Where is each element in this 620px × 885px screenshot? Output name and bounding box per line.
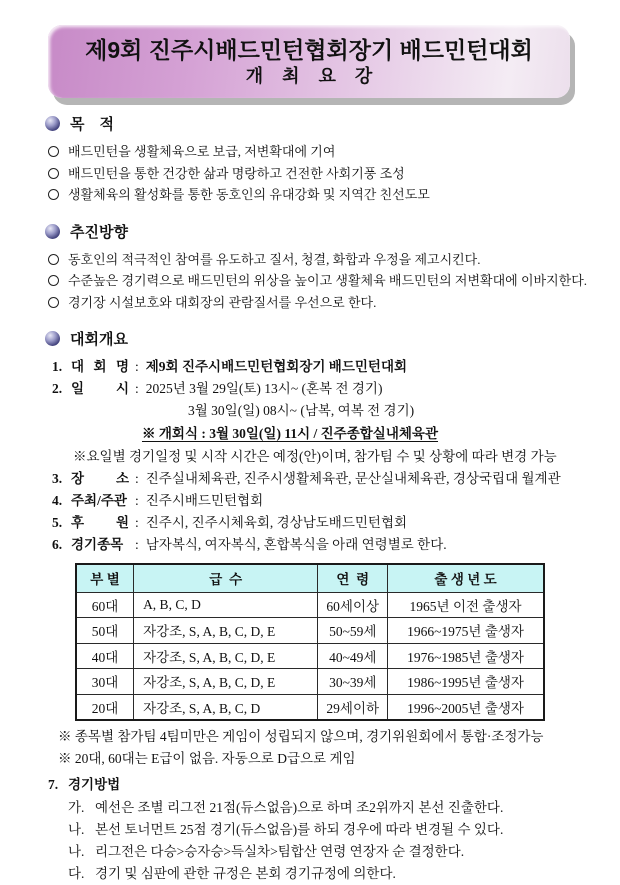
table-note: ※ 종목별 참가팀 4팀미만은 게임이 성립되지 않으며, 경기위원회에서 통합·조정가능: [58, 728, 544, 744]
cell-grade: 자강조, S, A, B, C, D: [134, 694, 318, 720]
item-label: 일 시: [71, 381, 129, 396]
item-value: 남자복식, 여자복식, 혼합복식을 아래 연령별로 한다.: [145, 537, 447, 552]
circle-bullet-icon: [48, 297, 59, 308]
direction-item: [48, 249, 620, 271]
cell-division: 20대: [76, 694, 134, 720]
table-row: [76, 694, 544, 720]
item-number: 3.: [52, 471, 63, 486]
item-number: 2.: [52, 381, 63, 396]
section-title: 경기방법: [68, 776, 121, 792]
col-header-birthyear: 출 생 년 도: [388, 564, 544, 592]
method-item: [68, 819, 620, 841]
section-title: 대회개요: [70, 332, 128, 348]
cell-birthyear: 1965년 이전 출생자: [388, 592, 544, 618]
cell-birthyear: 1986~1995년 출생자: [388, 669, 544, 695]
method-item-text: 리그전은 다승>승자승>득실차>팀합산 연령 연장자 순 결정한다.: [95, 843, 465, 859]
item-colon: :: [135, 515, 139, 530]
method-item: [68, 863, 620, 885]
method-item-text: 경기 및 심판에 관한 규정은 본회 경기규정에 의한다.: [95, 865, 396, 881]
item-number: 4.: [52, 493, 63, 508]
ceremony-note: ※ 개회식 : 3월 30일(일) 11시 / 진주종합실내체육관: [141, 426, 439, 441]
purpose-item: [48, 141, 620, 163]
overview-item-date: [52, 378, 620, 400]
cell-division: 50대: [76, 618, 134, 644]
page-subtitle: 개 최 요 강: [245, 65, 380, 86]
page-title: 제9회 진주시배드민턴협회장기 배드민턴대회: [85, 36, 533, 63]
item-label: 후 원: [71, 515, 129, 530]
circle-bullet-icon: [48, 168, 59, 179]
item-colon: :: [135, 493, 139, 508]
age-grade-table: [75, 563, 545, 721]
table-header-row: [76, 564, 544, 592]
cell-birthyear: 1976~1985년 출생자: [388, 643, 544, 669]
item-marker: 가.: [68, 799, 85, 815]
section-title: 목 적: [70, 117, 114, 133]
overview-item-name: [52, 356, 620, 378]
purpose-item-text: 생활체육의 활성화를 통한 동호인의 유대강화 및 지역간 친선도모: [68, 187, 430, 202]
section-heading-method: [48, 774, 620, 796]
overview-item-events: [52, 534, 620, 556]
cell-grade: 자강조, S, A, B, C, D, E: [134, 643, 318, 669]
circle-bullet-icon: [48, 254, 59, 265]
cell-grade: 자강조, S, A, B, C, D, E: [134, 669, 318, 695]
item-value: 진주시배드민턴협회: [145, 493, 264, 508]
col-header-grade: 급 수: [134, 564, 318, 592]
item-value: 2025년 3월 29일(토) 13시~ (혼복 전 경기): [145, 381, 383, 396]
schedule-note: ※요일별 경기일정 및 시작 시간은 예정(안)이며, 참가팀 수 및 상황에 따라 변경 가능: [73, 449, 557, 464]
circle-bullet-icon: [48, 189, 59, 200]
cell-age: 60세이상: [318, 592, 388, 618]
table-note: ※ 20대, 60대는 E급이 없음. 자동으로 D급으로 게임: [58, 750, 356, 766]
section-heading-direction: [45, 221, 620, 242]
item-colon: :: [135, 471, 139, 486]
item-colon: :: [135, 359, 139, 374]
method-item: [68, 841, 620, 863]
col-header-age: 연 령: [318, 564, 388, 592]
item-value: 제9회 진주시배드민턴협회장기 배드민턴대회: [145, 359, 408, 374]
table-row: [76, 618, 544, 644]
item-colon: :: [135, 537, 139, 552]
sphere-bullet-icon: [45, 224, 60, 239]
cell-birthyear: 1966~1975년 출생자: [388, 618, 544, 644]
section-title: 추진방향: [70, 224, 128, 241]
direction-item: [48, 292, 620, 314]
item-number: 5.: [52, 515, 63, 530]
cell-division: 40대: [76, 643, 134, 669]
item-colon: :: [135, 381, 139, 396]
item-label: 경기종목: [71, 537, 124, 552]
method-item-text: 본선 토너먼트 25점 경기(듀스없음)를 하되 경우에 따라 변경될 수 있다.: [95, 821, 504, 837]
section-heading-purpose: [45, 113, 620, 134]
direction-item-text: 동호인의 적극적인 참여를 유도하고 질서, 청결, 화합과 우정을 제고시킨다.: [68, 251, 481, 267]
cell-grade: A, B, C, D: [134, 592, 318, 618]
cell-age: 50~59세: [318, 618, 388, 644]
direction-item-text: 경기장 시설보호와 대회장의 관람질서를 우선으로 한다.: [68, 294, 377, 310]
overview-item-host: [52, 490, 620, 512]
title-banner: [48, 25, 570, 98]
item-marker: 다.: [68, 865, 85, 881]
sphere-bullet-icon: [45, 116, 60, 131]
table-row: [76, 592, 544, 618]
item-number: 1.: [52, 359, 63, 374]
overview-item-sponsor: [52, 512, 620, 534]
overview-item-venue: [52, 468, 620, 490]
cell-grade: 자강조, S, A, B, C, D, E: [134, 618, 318, 644]
cell-birthyear: 1996~2005년 출생자: [388, 694, 544, 720]
item-value: 진주실내체육관, 진주시생활체육관, 문산실내체육관, 경상국립대 월계관: [145, 471, 561, 486]
purpose-item-text: 배드민턴을 통한 건강한 삶과 명랑하고 건전한 사회기풍 조성: [68, 165, 405, 181]
direction-item-text: 수준높은 경기력으로 배드민턴의 위상을 높이고 생활체육 배드민턴의 저변확대에 이바지한다.: [68, 273, 588, 288]
item-label: 주최/주관: [71, 493, 127, 508]
cell-age: 30~39세: [318, 669, 388, 695]
circle-bullet-icon: [48, 146, 59, 157]
col-header-division: 부 별: [76, 564, 134, 592]
item-marker: 나.: [68, 821, 85, 837]
document-page: [0, 25, 620, 881]
method-item-text: 예선은 조별 리그전 21점(듀스없음)으로 하며 조2위까지 본선 진출한다.: [95, 799, 504, 815]
cell-division: 60대: [76, 592, 134, 618]
item-label: 장 소: [71, 471, 129, 486]
purpose-item-text: 배드민턴을 생활체육으로 보급, 저변확대에 기여: [68, 144, 336, 159]
method-item: [68, 797, 620, 819]
item-number: 7.: [48, 776, 59, 792]
purpose-item: [48, 184, 620, 206]
circle-bullet-icon: [48, 275, 59, 286]
direction-item: [48, 270, 620, 292]
section-heading-overview: [45, 328, 620, 349]
sphere-bullet-icon: [45, 331, 60, 346]
table-row: [76, 669, 544, 695]
cell-age: 40~49세: [318, 643, 388, 669]
item-value: 진주시, 진주시체육회, 경상남도배드민턴협회: [145, 515, 408, 530]
item-number: 6.: [52, 537, 63, 552]
cell-division: 30대: [76, 669, 134, 695]
item-label: 대 회 명: [71, 359, 129, 374]
purpose-item: [48, 163, 620, 185]
item-marker: 나.: [68, 843, 85, 859]
table-row: [76, 643, 544, 669]
overview-item-date-line2: 3월 30일(일) 08시~ (남복, 여복 전 경기): [188, 403, 415, 418]
cell-age: 29세이하: [318, 694, 388, 720]
